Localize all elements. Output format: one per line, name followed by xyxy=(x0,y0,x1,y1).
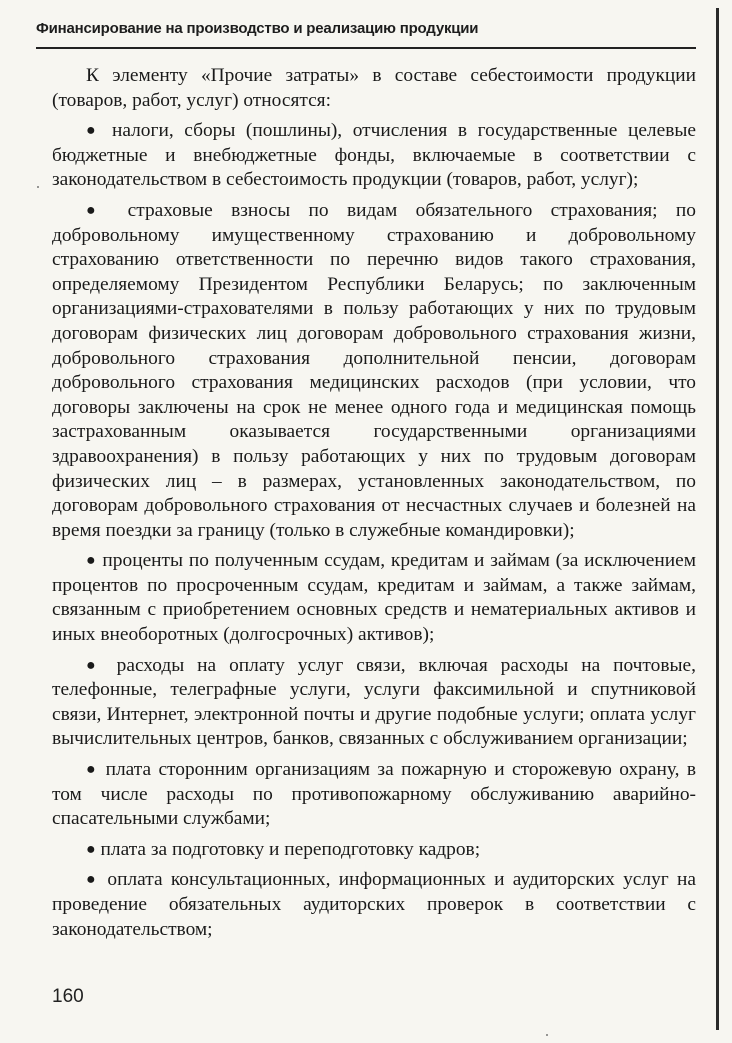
bullet-icon: ● xyxy=(86,761,99,779)
list-item xyxy=(52,868,696,942)
page-number: 160 xyxy=(52,986,84,1007)
bullet-icon: ● xyxy=(86,201,110,219)
bullet-icon: ● xyxy=(86,552,97,570)
list-item-text: плата сторонним организациям за пожарную и сторожевую охрану, в том числе расходы по противопожарному обслуживанию аварийно-спасательными службами; xyxy=(52,759,696,830)
bullet-icon: ● xyxy=(86,122,102,140)
bullet-icon: ● xyxy=(86,656,104,674)
bullet-icon: ● xyxy=(86,840,96,858)
running-header: Финансирование на производство и реализацию продукции xyxy=(36,20,479,37)
list-item xyxy=(52,838,696,863)
page-edge-line xyxy=(716,8,719,1030)
list-item xyxy=(52,119,696,193)
intro-paragraph: К элементу «Прочие затраты» в составе себестоимости продукции (товаров, работ, услуг) относятся: xyxy=(52,65,696,111)
list-item xyxy=(52,549,696,647)
bullet-icon: ● xyxy=(86,871,100,889)
scan-speck xyxy=(546,1034,548,1036)
list-item xyxy=(52,758,696,832)
list-item xyxy=(52,654,696,752)
list-item-text: расходы на оплату услуг связи, включая расходы на почтовые, телефонные, телеграфные услуги, услуги факсимильной и спутниковой связи, Интернет, электронной почты и другие подобные услуги; оплата услуг вычислительных центров, банков, связанных с обслуживанием организации; xyxy=(52,654,696,750)
list-item-text: налоги, сборы (пошлины), отчисления в государственные целевые бюджетные и внебюджетные фонды, включаемые в соответствии с законодательством в себестоимость продукции (товаров, работ, услуг); xyxy=(52,120,696,191)
list-item xyxy=(52,199,696,543)
scan-speck xyxy=(37,186,39,188)
body-text xyxy=(52,64,696,942)
list-item-text: проценты по полученным ссудам, кредитам и займам (за исключением процентов по просроченным ссудам, кредитам и займам, а также займам, связанным с приобретением основных средств и нематериальных активов и иных внеоборотных (долгосрочных) активов); xyxy=(52,550,696,646)
list-item-text: страховые взносы по видам обязательного страхования; по добровольному имущественному страхованию и добровольному страхованию ответственности по перечню видов такого страхования, определяемому Президентом Республики Беларусь; по заключенным организациями-страхователями в пользу работающих у них по трудовым договорам физических лиц договорам добровольного страхования жизни, добровольного страхования дополнительной пенсии, договорам добровольного страхования медицинских расходов (при условии, что договоры заключены на срок не менее одного года и медицинская помощь застрахованным оказывается государственными организациями здравоохранения) в пользу работающих у них по трудовым договорам физических лиц – в размерах, установленных законодательством, по договорам добровольного страхования от несчастных случаев и болезней на время поездки за границу (только в служебные командировки); xyxy=(52,199,696,541)
list-item-text: плата за подготовку и переподготовку кадров; xyxy=(100,838,481,860)
header-rule xyxy=(36,47,696,49)
list-item-text: оплата консультационных, информационных и аудиторских услуг на проведение обязательных аудиторских проверок в соответствии с законодательством; xyxy=(52,869,696,940)
